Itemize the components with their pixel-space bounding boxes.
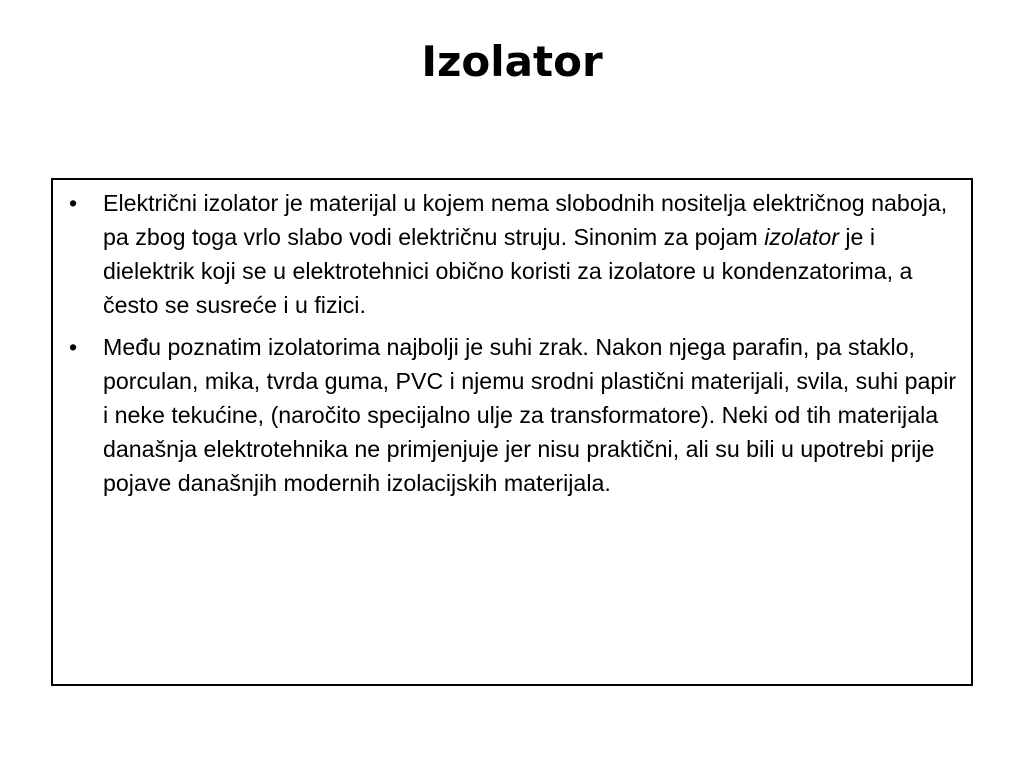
bullet-item-materials xyxy=(53,330,971,500)
bullet-text-part: Električni izolator je materijal u kojem nema slobodnih nositelja električnog naboja, pa zbog toga vrlo slabo vodi električnu struju. Sinonim za pojam xyxy=(103,190,948,250)
bullet-text: Među poznatim izolatorima najbolji je suhi zrak. Nakon njega parafin, pa staklo, porculan, mika, tvrda guma, PVC i njemu srodni plastični materijali, svila, suhi papir i neke tekućine, (naročito specijalno ulje za transformatore). Neki od tih materijala današnja elektrotehnika ne primjenjuje jer nisu praktični, ali su bili u upotrebi prije pojave današnjih modernih izolacijskih materijala. xyxy=(103,334,957,496)
bullet-item-definition xyxy=(53,186,971,322)
bullet-list xyxy=(53,186,971,508)
slide-title: Izolator xyxy=(421,37,603,86)
italic-term: izolator xyxy=(764,224,839,250)
bullet-marker: • xyxy=(68,190,78,216)
content-box xyxy=(51,178,973,686)
bullet-marker: • xyxy=(68,334,78,360)
bullet-text-part: je i dielektrik koji se u elektrotehnici obično koristi za izolatore u kondenzatorima, a često se susreće i u fizici. xyxy=(103,224,913,318)
